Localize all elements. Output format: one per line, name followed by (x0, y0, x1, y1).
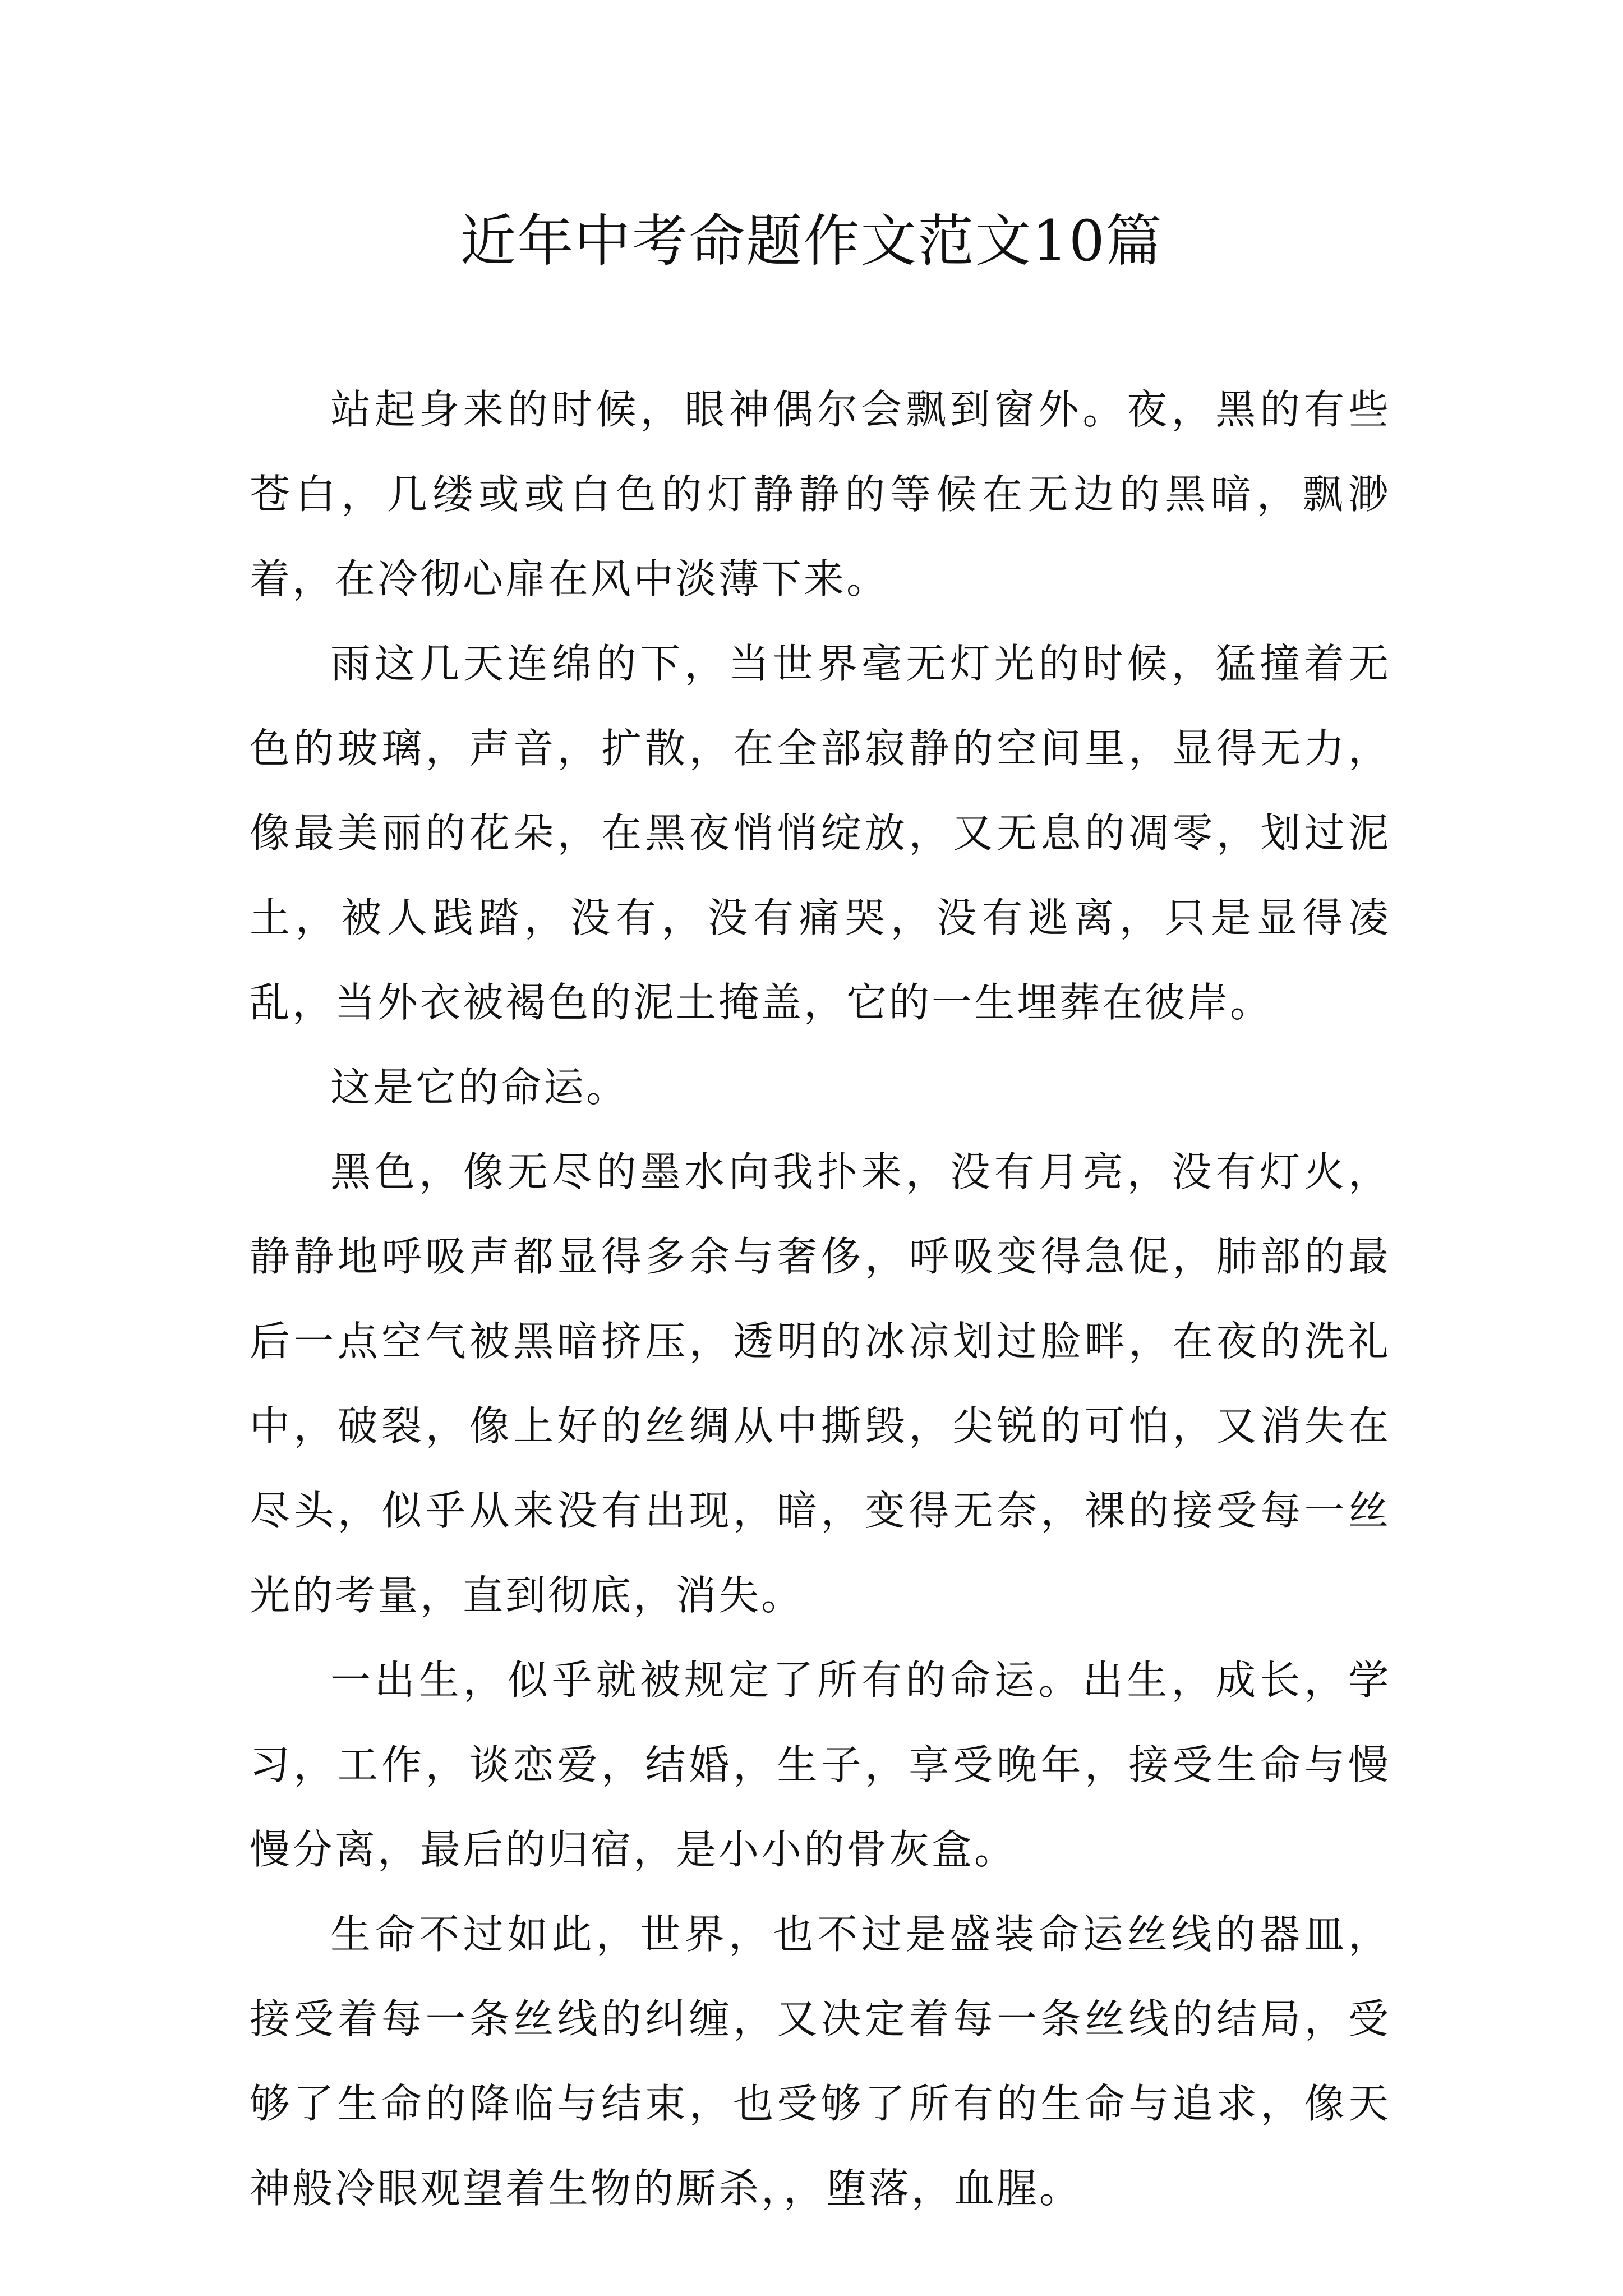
paragraph: 站起身来的时候，眼神偶尔会飘到窗外。夜，黑的有些苍白，几缕或或白色的灯静静的等候在无边的黑暗，飘渺着，在冷彻心扉在风中淡薄下来。 (250, 386, 1391, 602)
document-title: 近年中考命题作文范文10篇 (460, 208, 1163, 274)
paragraph: 这是它的命运。 (330, 1064, 629, 1111)
paragraph: 生命不过如此，世界，也不过是盛装命运丝线的器皿，接受着每一条丝线的纠缠，又决定着每一条丝线的结局，受够了生命的降临与结束，也受够了所有的生命与追求，像天神般冷眼观望着生物的厮杀，，堕落，血腥。 (250, 1911, 1391, 2212)
document-body (250, 367, 1391, 2231)
paragraph: 雨这几天连绵的下，当世界毫无灯光的时候，猛撞着无色的玻璃，声音，扩散，在全部寂静的空间里，显得无力，像最美丽的花朵，在黑夜悄悄绽放，又无息的凋零，划过泥土，被人践踏，没有，没有痛哭，没有逃离，只是显得凌乱，当外衣被褐色的泥土掩盖，它的一生埋葬在彼岸。 (250, 640, 1391, 1026)
paragraph: 黑色，像无尽的墨水向我扑来，没有月亮，没有灯火，静静地呼吸声都显得多余与奢侈，呼吸变得急促，肺部的最后一点空气被黑暗挤压，透明的冰凉划过脸畔，在夜的洗礼中，破裂，像上好的丝绸从中撕毁，尖锐的可怕，又消失在尽头，似乎从来没有出现，暗，变得无奈，裸的接受每一丝光的考量，直到彻底，消失。 (250, 1148, 1391, 1619)
paragraph: 一出生，似乎就被规定了所有的命运。出生，成长，学习，工作，谈恋爱，结婚，生子，享受晚年，接受生命与慢慢分离，最后的归宿，是小小的骨灰盒。 (250, 1657, 1391, 1873)
